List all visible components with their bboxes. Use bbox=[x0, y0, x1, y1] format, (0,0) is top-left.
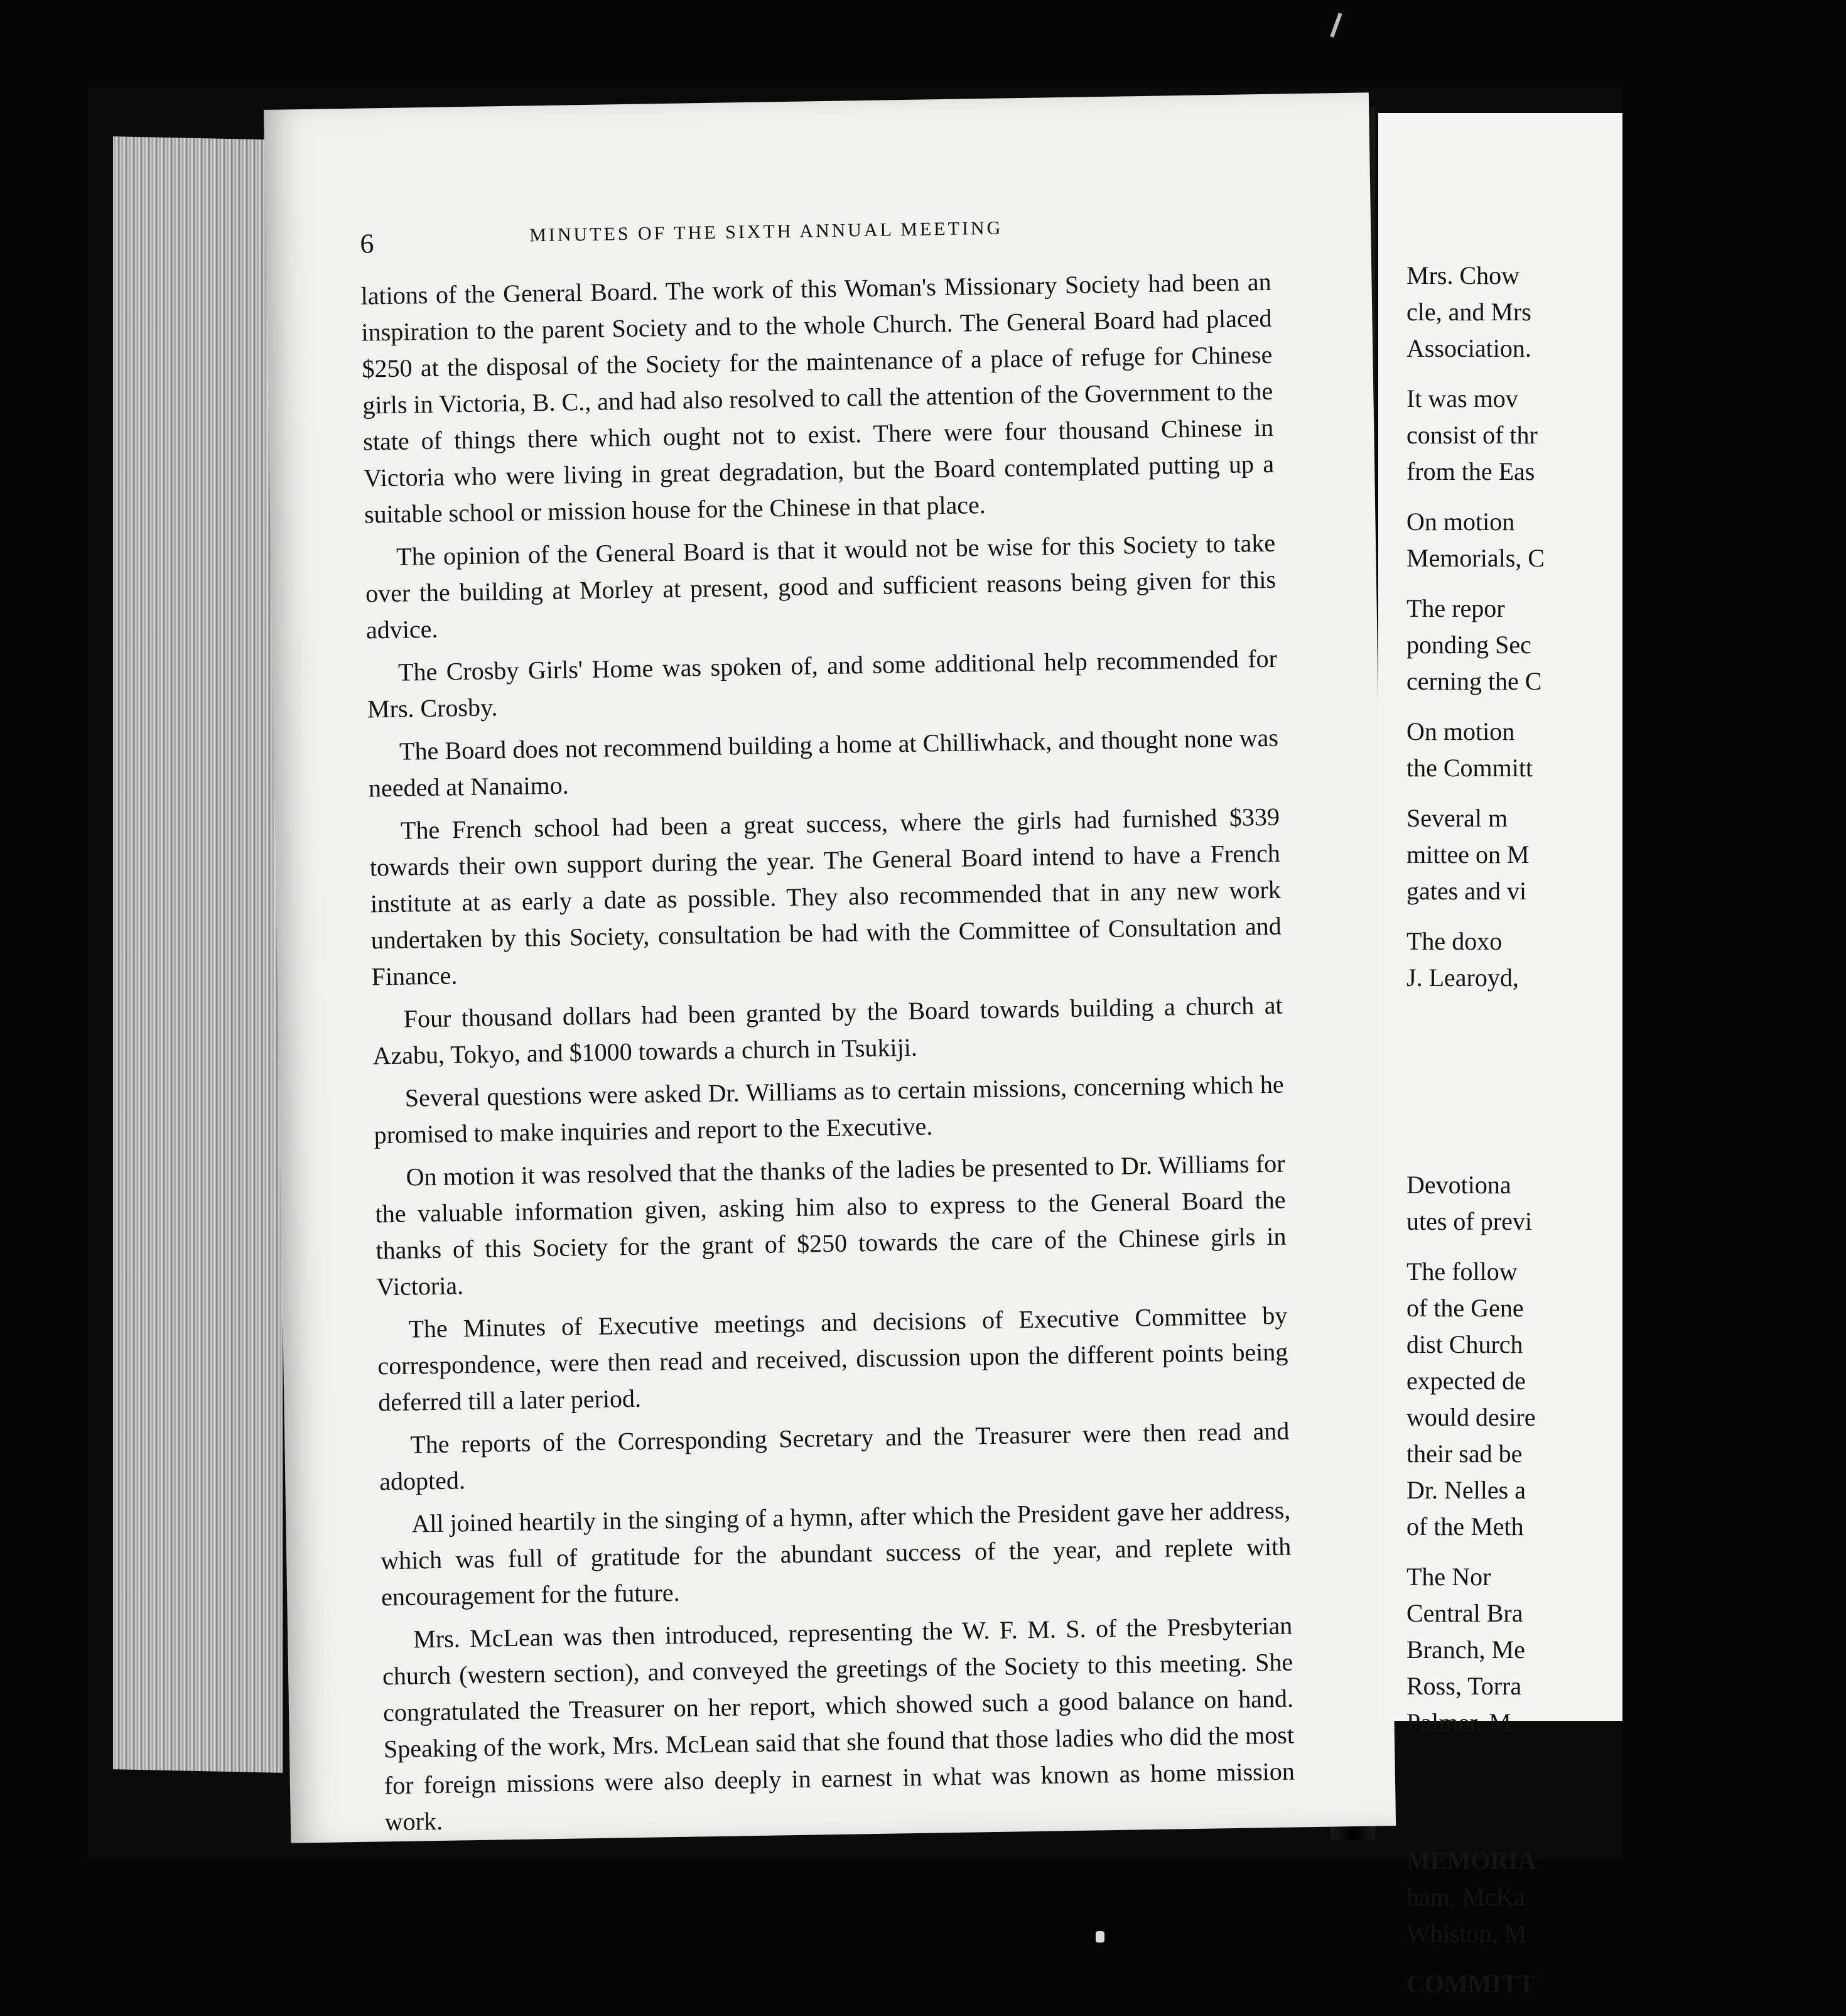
right-page bbox=[1378, 113, 1622, 1998]
text-line: mittee on M bbox=[1406, 840, 1530, 869]
text-line: MEMORIA bbox=[1406, 1846, 1536, 1875]
text-line: expected de bbox=[1406, 1367, 1526, 1395]
text-line: of the Gene bbox=[1406, 1294, 1524, 1322]
paragraph: Four thousand dollars had been granted by the Board towards building a church at Azabu, Tokyo, and $1000 towards a church in Tsukiji. bbox=[372, 990, 1283, 1070]
text-line: Whiston, M bbox=[1406, 1919, 1527, 1948]
running-head: MINUTES OF THE SIXTH ANNUAL MEETING bbox=[529, 217, 1003, 246]
text-line: cerning the C bbox=[1406, 667, 1542, 695]
committee-heading: COMMITT bbox=[1406, 1970, 1535, 1998]
paragraph: The reports of the Corresponding Secretary and the Treasurer were then read and adopted. bbox=[379, 1416, 1290, 1496]
text-line: ham, McKa bbox=[1406, 1883, 1525, 1911]
text-block bbox=[1406, 713, 1846, 786]
paragraph: The Board does not recommend building a home at Chilliwhack, and thought none was needed at Nanaimo. bbox=[368, 723, 1279, 803]
text-line: The repor bbox=[1406, 594, 1505, 622]
text-line: Branch, Me bbox=[1406, 1635, 1525, 1664]
text-block bbox=[1406, 923, 1846, 996]
paragraph: All joined heartily in the singing of a hymn, after which the President gave her address, which was full of gratitude for the abundant success of the year, and replete with encouragement for the future. bbox=[380, 1495, 1292, 1612]
page-number: 6 bbox=[359, 228, 374, 259]
text-line: consist of thr bbox=[1406, 421, 1538, 449]
text-line: gates and vi bbox=[1406, 877, 1527, 905]
scan-mark bbox=[1330, 13, 1342, 38]
text-block bbox=[1406, 590, 1846, 700]
paragraph: Several questions were asked Dr. Williams as to certain missions, concerning which he promised to make inquiries and report to the Executive. bbox=[374, 1070, 1284, 1149]
text-line: Several m bbox=[1406, 804, 1508, 832]
left-page bbox=[264, 92, 1396, 1843]
text-line: J. Learoyd, bbox=[1406, 963, 1519, 992]
paragraph: The Crosby Girls' Home was spoken of, and some additional help recommended for Mrs. Crosby. bbox=[367, 644, 1278, 723]
text-line: Devotiona bbox=[1406, 1171, 1511, 1199]
text-line: The follow bbox=[1406, 1257, 1518, 1286]
text-line: from the Eas bbox=[1406, 457, 1535, 485]
page-body bbox=[360, 264, 1295, 1846]
text-line: their sad be bbox=[1406, 1439, 1523, 1468]
text-block bbox=[1406, 257, 1846, 367]
spacer bbox=[1406, 1010, 1846, 1167]
text-block bbox=[1406, 1167, 1846, 1240]
scan-mark bbox=[1096, 1931, 1104, 1943]
text-line: The Nor bbox=[1406, 1563, 1491, 1591]
text-line: Ross, Torra bbox=[1406, 1672, 1522, 1700]
text-line: of the Meth bbox=[1406, 1512, 1524, 1541]
text-line: Mrs. Chow bbox=[1406, 261, 1520, 290]
text-line: Central Bra bbox=[1406, 1599, 1523, 1627]
paragraph: The French school had been a great success, where the girls had furnished $339 towards their own support during the year. The General Board intend to have a French institute at as early a date as possible. They also recommended that in any new work undertaken by this Society, consultation be had with the Committee of Consultation and Finance. bbox=[369, 802, 1282, 991]
text-block bbox=[1406, 1559, 1846, 1741]
text-line: would desire bbox=[1406, 1403, 1536, 1431]
text-line: dist Church bbox=[1406, 1330, 1523, 1358]
paragraph: lations of the General Board. The work of this Woman's Missionary Society had been an inspiration to the parent Society and to the whole Church. The General Board had placed $250 at the disposal of the Society for the maintenance of a place of refuge for Chinese girls in Victoria, B. C., and had also resolved to call the attention of the Government to the state of things there which ought not to exist. There were four thousand Chinese in Victoria who were living in great degradation, but the Board contemplated putting up a suitable school or mission house for the Chinese in that place. bbox=[360, 267, 1275, 529]
paragraph: The Minutes of Executive meetings and decisions of Executive Committee by correspondence, were then read and received, discussion upon the different points being deferred till a later period. bbox=[377, 1301, 1288, 1417]
text-line: It was mov bbox=[1406, 384, 1518, 413]
text-block bbox=[1406, 381, 1846, 490]
right-page-body bbox=[1406, 257, 1846, 2016]
text-line: Palmer. M bbox=[1406, 1708, 1511, 1737]
text-block bbox=[1406, 504, 1846, 577]
text-line: The doxo bbox=[1406, 927, 1503, 955]
paragraph: The opinion of the General Board is that it would not be wise for this Society to take over the building at Morley at present, good and sufficient reasons being given for this advice. bbox=[365, 528, 1277, 644]
paragraph: On motion it was resolved that the thanks of the ladies be presented to Dr. Williams for the valuable information given, asking him also to express to the General Board the thanks of this Society for the grant of $250 towards the care of the Chinese girls in Victoria. bbox=[375, 1149, 1287, 1301]
text-line: Memorials, C bbox=[1406, 544, 1545, 572]
text-block bbox=[1406, 800, 1846, 909]
text-block bbox=[1406, 1254, 1846, 1545]
memorials-block bbox=[1406, 1843, 1846, 1952]
text-line: the Committ bbox=[1406, 754, 1533, 782]
paragraph: Mrs. McLean was then introduced, representing the W. F. M. S. of the Presbyterian church (western section), and conveyed the greetings of the Society to this meeting. She congratulated the Treasurer on her report, which showed such a good balance on hand. Speaking of the work, Mrs. McLean said that she found that those ladies who did the most for foreign missions were also deeply in earnest in what was known as home mission work. bbox=[382, 1611, 1295, 1836]
text-line: ponding Sec bbox=[1406, 631, 1531, 659]
spacer bbox=[1406, 1755, 1846, 1843]
text-line: utes of previ bbox=[1406, 1207, 1532, 1235]
text-line: Dr. Nelles a bbox=[1406, 1476, 1526, 1504]
page-edges bbox=[113, 136, 283, 1773]
text-line: cle, and Mrs bbox=[1406, 298, 1531, 326]
text-line: Association. bbox=[1406, 334, 1531, 362]
text-line: On motion bbox=[1406, 717, 1515, 745]
text-line: On motion bbox=[1406, 507, 1515, 536]
